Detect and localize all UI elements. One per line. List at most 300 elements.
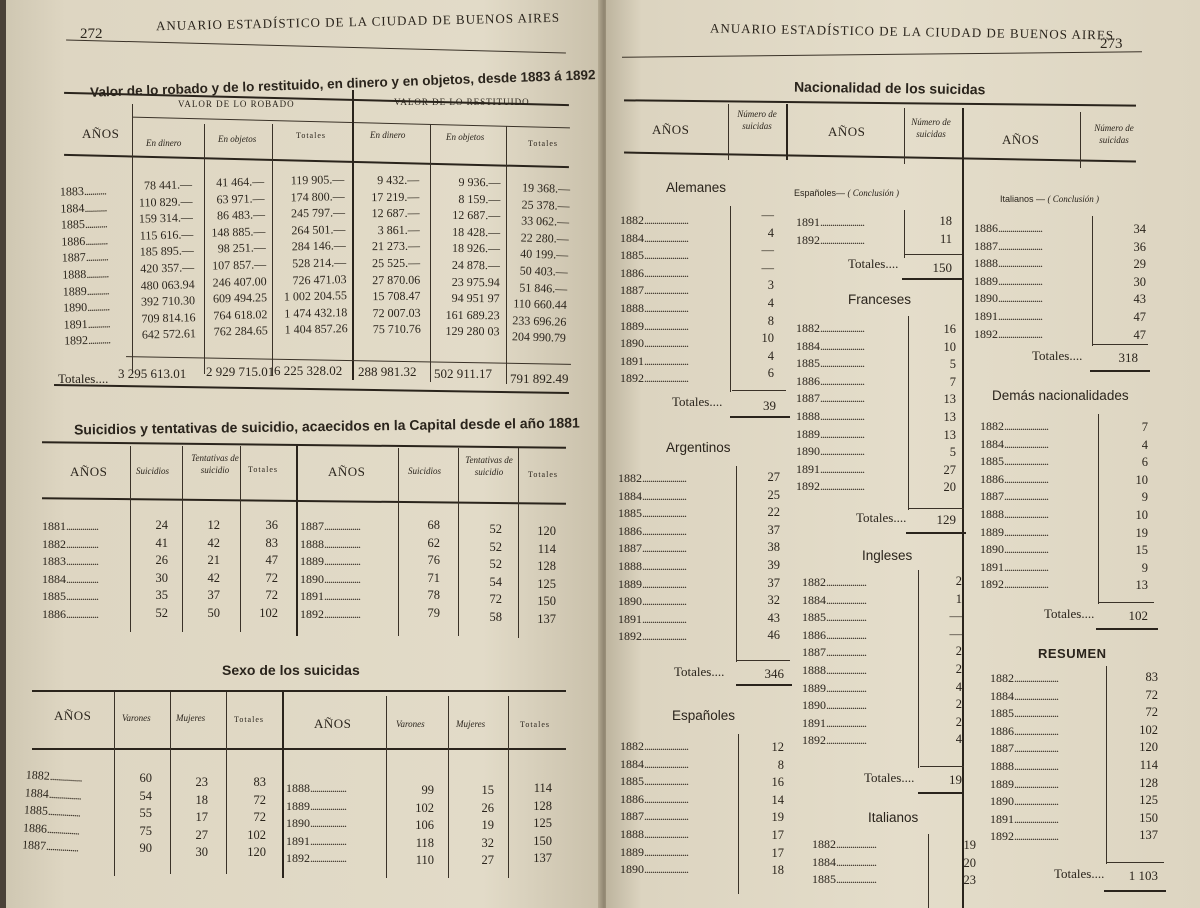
robado-sub-totales-1: Totales: [296, 131, 326, 140]
year-label: 1882......................: [618, 471, 686, 485]
year-label: 1889......................: [796, 426, 864, 441]
table-cell: 24: [155, 518, 168, 532]
alemanes-values: [736, 208, 774, 384]
table-cell: 11: [939, 231, 952, 246]
year-label: 1889....................: [802, 680, 866, 695]
table-cell: 642 572.61: [141, 326, 197, 342]
table-cell: 6: [1141, 455, 1148, 470]
year-label: 1882......................: [796, 321, 864, 335]
sexo-title: Sexo de los suicidas: [222, 662, 360, 678]
year-label: 1889......................: [974, 273, 1042, 288]
table-cell: 20: [963, 855, 976, 870]
demas-totales-label: Totales....: [1044, 606, 1095, 621]
franceses-heading: Franceses: [848, 292, 912, 307]
table-cell: 2: [955, 661, 962, 676]
demas-years: [980, 418, 1048, 594]
table-cell: 9: [1141, 560, 1148, 575]
table-cell: 110 660.44: [513, 296, 568, 312]
table-cell: 14: [771, 792, 784, 807]
table-cell: 36: [265, 518, 278, 532]
year-label: 1884......................: [620, 230, 688, 245]
year-label: 1884................: [24, 785, 82, 803]
espanoles-conc-heading: Españoles— ( Conclusión ): [794, 188, 900, 198]
year-label: 1884................: [42, 571, 98, 586]
argentinos-years: [618, 470, 686, 646]
table-cell: 23: [963, 873, 976, 888]
table-cell: 245 797.—: [290, 205, 346, 221]
table-cell: 118: [415, 835, 434, 850]
table-cell: 1: [955, 591, 962, 606]
year-label: 1882......................: [620, 739, 688, 753]
robado-sub-dinero-1: En dinero: [146, 138, 182, 148]
alemanes-totales-label: Totales....: [672, 394, 723, 409]
table-cell: 4: [955, 679, 962, 694]
table-cell: 30: [1133, 274, 1146, 289]
year-label: 1885................: [42, 589, 98, 604]
argentinos-totales-label: Totales....: [674, 664, 725, 679]
table-cell: 159 314.—: [138, 210, 194, 226]
sexo-col-varones-2: Varones: [396, 719, 425, 729]
robado-col-anos: AÑOS: [82, 126, 120, 141]
table-cell: 185 895.—: [139, 243, 194, 260]
year-label: 1892......................: [796, 479, 864, 494]
table-cell: 420 357.—: [140, 260, 195, 276]
table-cell: 2: [955, 574, 962, 588]
robado-col-rob-dinero: [132, 176, 196, 343]
table-cell: 102: [259, 605, 278, 620]
table-cell: 480 063.94: [140, 276, 195, 293]
table-cell: 726 471.03: [292, 271, 347, 287]
robado-total-1: 3 295 613.01: [118, 366, 187, 381]
ingleses-total: 19: [949, 772, 962, 787]
table-cell: 38: [767, 540, 780, 555]
year-label: 1889......................: [990, 776, 1058, 791]
franceses-values: [918, 322, 956, 498]
table-cell: 20: [943, 480, 956, 495]
table-cell: 161 689.23: [445, 307, 500, 322]
table-cell: 51 846.—: [519, 280, 568, 296]
suicidios-col-t-a: [184, 518, 220, 624]
alemanes-heading: Alemanes: [666, 180, 727, 195]
table-cell: 12 687.—: [452, 208, 501, 223]
year-label: 1887................: [21, 837, 79, 855]
table-cell: 119 905.—: [290, 172, 345, 188]
table-cell: 83: [253, 775, 266, 789]
suicidios-col-tentativas-1: Tentativas de suicidio: [191, 453, 239, 475]
year-label: 1888..................: [286, 781, 346, 795]
table-cell: 13: [1135, 578, 1148, 593]
table-cell: 1 002 204.55: [283, 288, 348, 304]
year-label: 1888......................: [620, 826, 688, 841]
year-label: 1886......................: [974, 221, 1042, 235]
table-cell: 23 975.94: [451, 274, 500, 289]
table-cell: 1 404 857.26: [284, 321, 348, 337]
right-page: [606, 0, 1200, 908]
table-cell: 128: [537, 559, 556, 574]
robado-col-res-objetos: [431, 174, 500, 340]
table-cell: 62: [427, 535, 440, 550]
table-cell: 27: [943, 462, 956, 477]
year-label: 1891......................: [618, 611, 686, 626]
table-cell: 764 618.02: [213, 307, 268, 323]
table-cell: 21: [207, 553, 220, 568]
resumen-totales-label: Totales....: [1054, 866, 1105, 881]
table-cell: 30: [155, 570, 168, 585]
argentinos-total: 346: [764, 666, 784, 681]
robado-total-4: 288 981.32: [358, 364, 417, 379]
year-label: 1886................: [42, 606, 98, 621]
suicidios-col-t-b: [460, 522, 502, 628]
table-cell: 27 870.06: [372, 272, 421, 287]
franceses-total: 129: [936, 512, 956, 527]
table-cell: 25 378.—: [521, 197, 570, 213]
year-label: 1888...........: [62, 266, 109, 282]
table-cell: 78 441.—: [143, 177, 193, 193]
robado-sub-totales-2: Totales: [528, 139, 558, 148]
year-label: 1892....................: [802, 733, 866, 748]
table-cell: 284 146.—: [291, 238, 346, 254]
year-label: 1884....................: [802, 592, 866, 607]
table-cell: 36: [1133, 239, 1146, 254]
table-cell: 150: [537, 594, 556, 609]
table-cell: 148 885.—: [211, 224, 266, 240]
table-cell: 9: [1141, 490, 1148, 505]
robado-total-6: 791 892.49: [510, 371, 569, 386]
year-label: 1890......................: [620, 336, 688, 351]
table-cell: 21 273.—: [371, 239, 420, 254]
table-cell: 125: [1139, 793, 1158, 808]
year-label: 1887......................: [618, 541, 686, 556]
table-cell: 83: [1145, 670, 1158, 684]
table-cell: 114: [533, 781, 552, 795]
suicidios-col-totales-1: Totales: [248, 465, 278, 474]
italianos-conc-heading: Italianos — ( Conclusión ): [1000, 194, 1100, 204]
espanoles-heading: Españoles: [672, 708, 736, 723]
year-label: 1885......................: [620, 774, 688, 789]
robado-sub-objetos-2: En objetos: [446, 132, 485, 142]
suicidios-col-anos-1: AÑOS: [70, 464, 108, 479]
sexo-col-m-b: [452, 780, 494, 868]
sexo-col-anos-2: AÑOS: [314, 716, 352, 731]
table-cell: 4: [767, 295, 774, 310]
table-cell: 41 464.—: [216, 174, 265, 190]
year-label: 1886...........: [61, 233, 108, 249]
nac-col-numero-2: Número de suicidas: [911, 117, 951, 139]
year-label: 1884......................: [796, 338, 864, 353]
year-label: 1891......................: [796, 215, 864, 229]
table-cell: 60: [139, 771, 152, 785]
italianos-conc-values: [1100, 222, 1146, 345]
year-label: 1881................: [42, 519, 98, 533]
table-cell: 55: [139, 806, 152, 821]
sexo-col-v-a: [118, 768, 152, 856]
year-label: 1882......................: [620, 213, 688, 227]
table-cell: 392 710.30: [140, 293, 196, 309]
sexo-col-tot-b: [510, 778, 552, 866]
table-cell: 13: [943, 409, 956, 424]
table-cell: 150: [533, 833, 552, 848]
robado-total-5: 502 911.17: [434, 366, 493, 381]
year-label: 1888......................: [974, 256, 1042, 271]
table-cell: 102: [415, 800, 434, 815]
year-label: 1892..................: [300, 606, 360, 621]
sexo-col-anos-1: AÑOS: [54, 708, 92, 723]
year-label: 1892......................: [974, 326, 1042, 341]
table-cell: 12: [771, 740, 784, 754]
table-cell: 18: [195, 792, 208, 807]
sexo-col-totales-1: Totales: [234, 715, 264, 724]
table-cell: 52: [489, 557, 502, 572]
year-label: 1885......................: [990, 706, 1058, 721]
year-label: 1891..................: [300, 589, 360, 604]
year-label: 1887......................: [620, 809, 688, 824]
year-label: 1886......................: [990, 723, 1058, 738]
table-cell: 37: [767, 575, 780, 590]
table-cell: 25: [767, 487, 780, 502]
table-cell: 15: [1135, 543, 1148, 558]
year-label: 1891...........: [63, 316, 110, 332]
year-label: 1887...........: [61, 249, 108, 266]
table-cell: 7: [949, 374, 956, 389]
year-label: 1885......................: [980, 454, 1048, 469]
robado-sub-dinero-2: En dinero: [370, 130, 406, 140]
table-cell: 22 280.—: [520, 230, 569, 246]
nac-col-anos-1: AÑOS: [652, 122, 690, 137]
table-cell: 12: [207, 518, 220, 532]
table-cell: 174 800.—: [290, 188, 345, 204]
table-cell: 12 687.—: [371, 205, 420, 221]
year-label: 1888......................: [990, 758, 1058, 773]
table-cell: 125: [533, 816, 552, 831]
header-rule: [66, 39, 566, 53]
nac-col-numero-1: Número de suicidas: [737, 109, 777, 131]
table-cell: 8 159.—: [458, 191, 501, 206]
demas-total: 102: [1128, 608, 1148, 623]
year-label: 1889..................: [286, 798, 346, 813]
italianos-conc-total: 318: [1118, 350, 1138, 365]
year-label: 1885................: [23, 802, 81, 820]
year-label: 1892......................: [990, 829, 1058, 844]
suicidios-col-s-a: [132, 518, 168, 624]
year-label: 1892...........: [63, 332, 111, 348]
year-label: 1884......................: [990, 688, 1058, 703]
table-cell: 72: [489, 592, 502, 607]
table-cell: 102: [247, 827, 266, 842]
table-cell: 3: [767, 278, 774, 293]
year-label: 1887......................: [620, 283, 688, 298]
table-cell: 78: [427, 588, 440, 603]
table-cell: 40 199.—: [520, 246, 569, 263]
table-cell: 107 857.—: [212, 257, 267, 273]
year-label: 1887......................: [980, 489, 1048, 504]
table-cell: 98 251.—: [217, 240, 266, 256]
year-label: 1886......................: [796, 373, 864, 388]
espanoles-years: [620, 738, 688, 879]
suicidios-col-tentativas-2: Tentativas de suicidio: [465, 455, 513, 477]
sexo-years-a: [22, 765, 83, 856]
table-cell: 110: [415, 853, 434, 868]
demas-values: [1106, 420, 1148, 596]
resumen-values: [1114, 670, 1158, 846]
table-cell: 114: [1139, 757, 1158, 772]
table-cell: 19: [771, 810, 784, 825]
table-cell: 63 971.—: [216, 190, 265, 207]
table-cell: 9 936.—: [458, 174, 501, 190]
table-cell: 37: [767, 522, 780, 537]
italianos-conc-years: [974, 220, 1042, 343]
sexo-col-totales-2: Totales: [520, 720, 550, 729]
year-label: 1884....................: [812, 854, 876, 869]
table-cell: 5: [949, 445, 956, 460]
table-cell: 17: [771, 845, 784, 860]
sexo-years-b: [286, 778, 346, 866]
table-cell: 68: [427, 518, 440, 532]
table-cell: 10: [1135, 507, 1148, 522]
robado-totales-label: Totales....: [58, 371, 109, 386]
running-header: ANUARIO ESTADÍSTICO DE LA CIUDAD DE BUENOS AIRES: [155, 9, 561, 34]
page-number-right: 273: [1100, 36, 1123, 52]
table-cell: 18 428.—: [452, 224, 501, 240]
header-rule-right: [622, 51, 1142, 57]
year-label: 1887......................: [974, 238, 1042, 253]
table-cell: 16: [943, 322, 956, 336]
table-cell: —: [949, 609, 962, 624]
year-label: 1891......................: [796, 461, 864, 476]
suicidios-col-suicidios-2: Suicidios: [408, 466, 441, 476]
table-cell: 33 062.—: [520, 213, 570, 230]
year-label: 1887......................: [796, 391, 864, 406]
table-cell: 47: [1133, 327, 1146, 342]
year-label: 1891......................: [974, 308, 1042, 323]
year-label: 1886......................: [620, 791, 688, 806]
year-label: 1890......................: [974, 291, 1042, 306]
sexo-col-mujeres-2: Mujeres: [456, 719, 486, 729]
nac-col-numero-3: Número de suicidas: [1094, 123, 1134, 145]
table-cell: 47: [1133, 309, 1146, 324]
year-label: 1890......................: [796, 444, 864, 459]
year-label: 1889...........: [62, 282, 109, 299]
year-label: 1885...........: [60, 216, 108, 232]
table-cell: 264 501.—: [291, 221, 346, 238]
year-label: 1885......................: [796, 356, 864, 371]
year-label: 1891..................: [286, 833, 346, 848]
robado-sub-objetos-1: En objetos: [218, 134, 257, 144]
suicidios-years-b: [300, 518, 360, 624]
espanoles-conc-totales-label: Totales....: [848, 256, 899, 271]
year-label: 1889..................: [300, 554, 360, 569]
table-cell: 4: [767, 348, 774, 363]
year-label: 1882......................: [980, 419, 1048, 433]
year-label: 1892......................: [618, 629, 686, 644]
year-label: 1890..................: [286, 816, 346, 831]
year-label: 1891......................: [620, 353, 688, 368]
year-label: 1885......................: [618, 506, 686, 521]
robado-group-restituido: VALOR DE LO RESTITUIDO: [394, 97, 530, 107]
table-cell: 19: [963, 838, 976, 852]
resumen-total: 1 103: [1128, 868, 1158, 883]
table-cell: 17 219.—: [371, 189, 420, 204]
table-cell: 15: [481, 783, 494, 797]
year-label: 1889......................: [618, 576, 686, 591]
year-label: 1886....................: [802, 627, 866, 642]
table-cell: 54: [489, 574, 502, 589]
robado-title: Valor de lo robado y de lo restituido, en dinero y en objetos, desde 1883 á 1892: [89, 67, 596, 100]
italianos-values: [936, 838, 976, 891]
table-cell: 72: [1145, 687, 1158, 702]
resumen-heading: RESUMEN: [1038, 646, 1107, 661]
year-label: 1882....................: [812, 837, 876, 851]
table-cell: 72 007.03: [372, 305, 421, 320]
table-cell: 32: [767, 593, 780, 608]
resumen-years: [990, 670, 1058, 846]
year-label: 1891......................: [980, 559, 1048, 574]
year-label: 1882......................: [990, 671, 1058, 685]
table-cell: 26: [155, 553, 168, 568]
table-cell: 115 616.—: [139, 227, 194, 243]
robado-years: [60, 182, 111, 349]
year-label: 1884......................: [620, 756, 688, 771]
table-cell: 18: [771, 863, 784, 878]
table-cell: 27: [767, 470, 780, 484]
year-label: 1885....................: [812, 872, 876, 887]
table-cell: 137: [1139, 828, 1158, 843]
year-label: 1888......................: [980, 506, 1048, 521]
table-cell: 137: [533, 851, 552, 866]
table-cell: 94 951 97: [451, 291, 500, 306]
year-label: 1883................: [42, 554, 98, 569]
year-label: 1882....................: [802, 575, 866, 589]
espanoles-conc-years: [796, 214, 864, 249]
table-cell: 120: [1139, 740, 1158, 755]
table-cell: 19: [481, 818, 494, 833]
alemanes-years: [620, 212, 688, 388]
year-label: 1882................: [42, 536, 98, 551]
argentinos-heading: Argentinos: [666, 440, 731, 455]
robado-total-3: 6 225 328.02: [274, 363, 343, 378]
year-label: 1888......................: [620, 300, 688, 315]
table-cell: 79: [427, 605, 440, 620]
year-label: 1884...........: [60, 199, 107, 216]
year-label: 1890......................: [980, 542, 1048, 557]
table-cell: 37: [207, 588, 220, 603]
year-label: 1890......................: [620, 862, 688, 877]
sexo-col-varones-1: Varones: [122, 713, 151, 723]
espanoles-conc-values: [914, 214, 952, 249]
table-cell: 10: [1135, 472, 1148, 487]
table-cell: 72: [253, 810, 266, 825]
running-header-right: ANUARIO ESTADÍSTICO DE LA CIUDAD DE BUENOS AIRES: [709, 20, 1115, 43]
table-cell: 72: [265, 588, 278, 603]
table-cell: 54: [139, 788, 152, 803]
table-cell: 2: [955, 644, 962, 659]
table-cell: 27: [481, 853, 494, 868]
suicidios-col-totales-2: Totales: [528, 470, 558, 479]
year-label: 1883...........: [59, 183, 107, 199]
table-cell: 9 432.—: [377, 172, 420, 188]
table-cell: —: [761, 243, 774, 258]
suicidios-col-tot-b: [520, 524, 556, 630]
table-cell: 125: [537, 576, 556, 591]
year-label: 1884......................: [618, 488, 686, 503]
alemanes-total: 39: [763, 398, 776, 413]
table-cell: 22: [767, 505, 780, 520]
table-cell: 30: [195, 845, 208, 860]
ingleses-totales-label: Totales....: [864, 770, 915, 785]
table-cell: 16: [771, 775, 784, 790]
table-cell: 32: [481, 835, 494, 850]
table-cell: 34: [1133, 222, 1146, 236]
year-label: 1890......................: [618, 594, 686, 609]
